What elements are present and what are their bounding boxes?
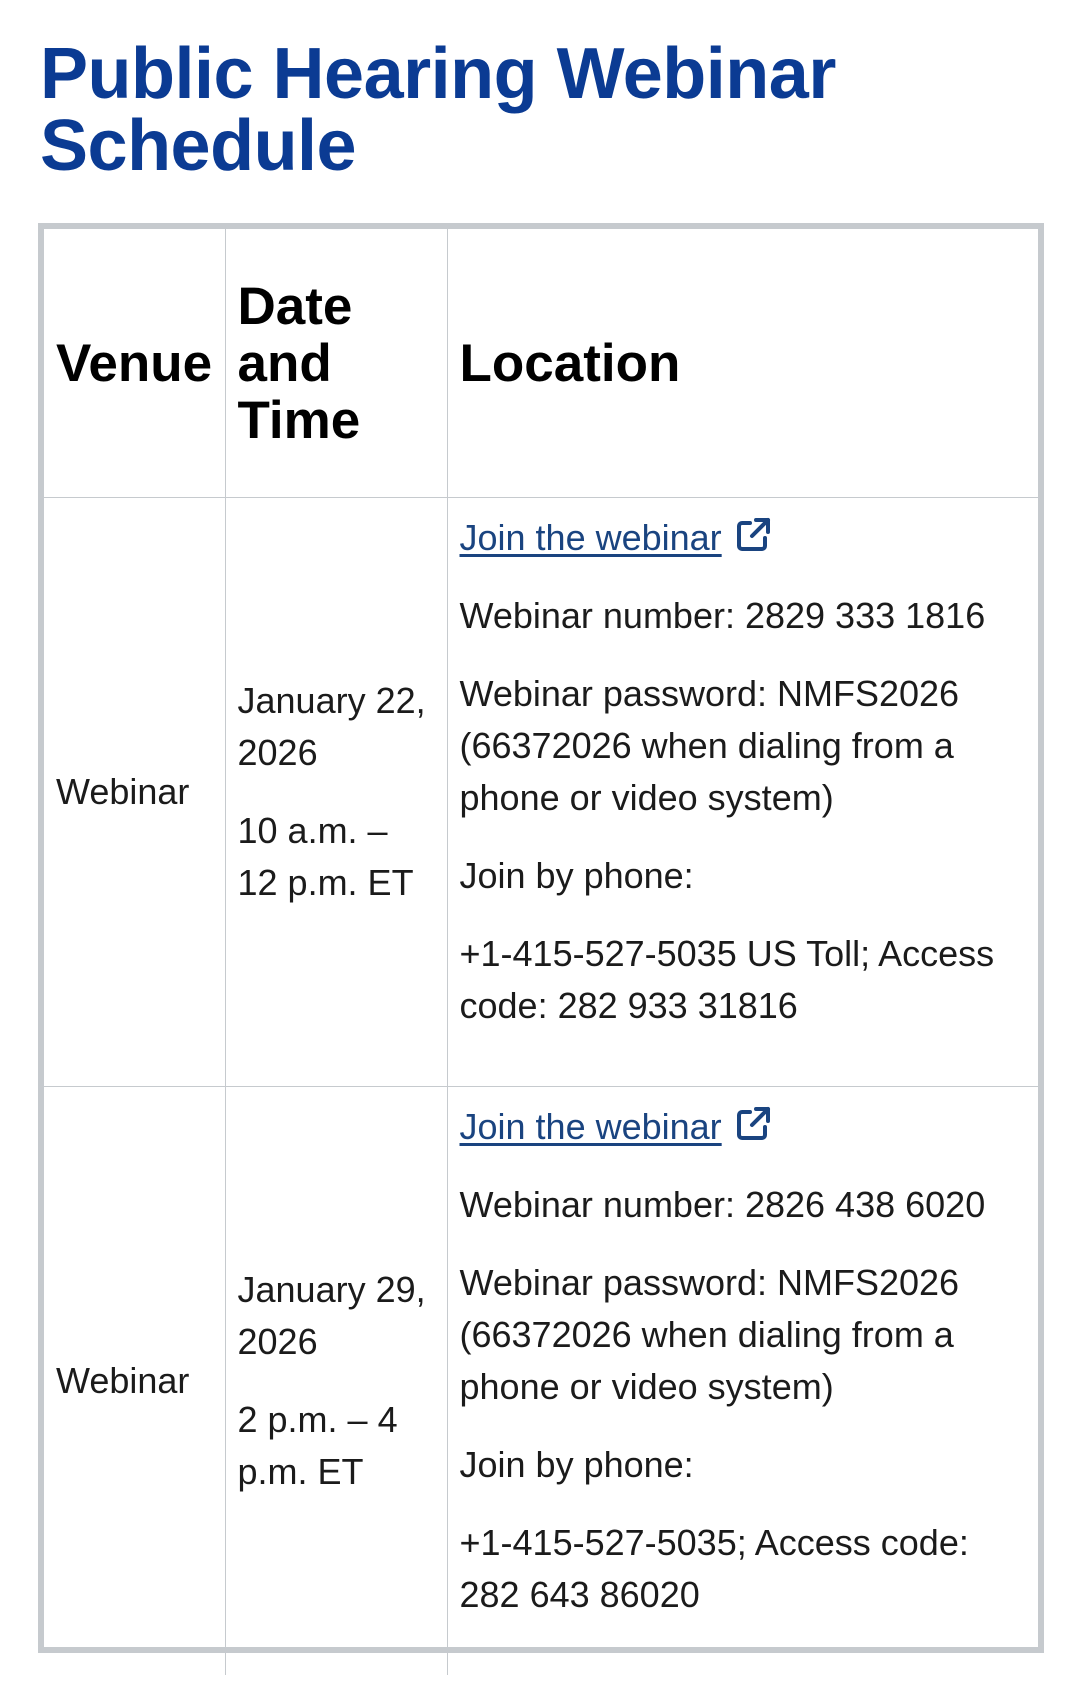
table-row	[44, 1087, 1038, 1676]
phone-details: +1-415-527-5035; Access code: 282 643 86020	[459, 1522, 969, 1615]
join-webinar-link[interactable]: Join the webinar	[459, 517, 722, 558]
column-header-date-time: Date and Time	[225, 229, 447, 498]
date-text: January 29, 2026	[237, 1269, 426, 1362]
webinar-password: Webinar password: NMFS2026 (66372026 when dialing from a phone or video system)	[459, 673, 960, 818]
webinar-password: Webinar password: NMFS2026 (66372026 when dialing from a phone or video system)	[459, 1262, 960, 1407]
column-header-venue: Venue	[44, 229, 225, 498]
location-cell	[447, 1087, 1038, 1676]
page-title: Public Hearing Webinar Schedule	[40, 34, 836, 186]
phone-details: +1-415-527-5035 US Toll; Access code: 282 933 31816	[459, 933, 995, 1026]
time-text: 10 a.m. – 12 p.m. ET	[237, 810, 414, 903]
venue-cell: Webinar	[44, 498, 225, 1087]
date-time-cell	[225, 498, 447, 1087]
join-link-line	[460, 1101, 1027, 1153]
join-link-line	[460, 512, 1027, 564]
schedule-table-container	[38, 223, 1044, 1653]
external-link-icon[interactable]	[734, 516, 772, 554]
date-time-cell	[225, 1087, 447, 1676]
column-header-location: Location	[447, 229, 1038, 498]
date-text: January 22, 2026	[237, 680, 426, 773]
join-by-phone-label: Join by phone:	[459, 1444, 694, 1485]
join-webinar-link[interactable]: Join the webinar	[459, 1106, 722, 1147]
schedule-table	[44, 229, 1038, 1675]
table-header-row	[44, 229, 1038, 498]
venue-cell: Webinar	[44, 1087, 225, 1676]
time-text: 2 p.m. – 4 p.m. ET	[237, 1399, 398, 1492]
external-link-icon[interactable]	[734, 1105, 772, 1143]
webinar-number: Webinar number: 2829 333 1816	[459, 595, 986, 636]
table-row	[44, 498, 1038, 1087]
webinar-number: Webinar number: 2826 438 6020	[459, 1184, 986, 1225]
join-by-phone-label: Join by phone:	[459, 855, 694, 896]
location-cell	[447, 498, 1038, 1087]
